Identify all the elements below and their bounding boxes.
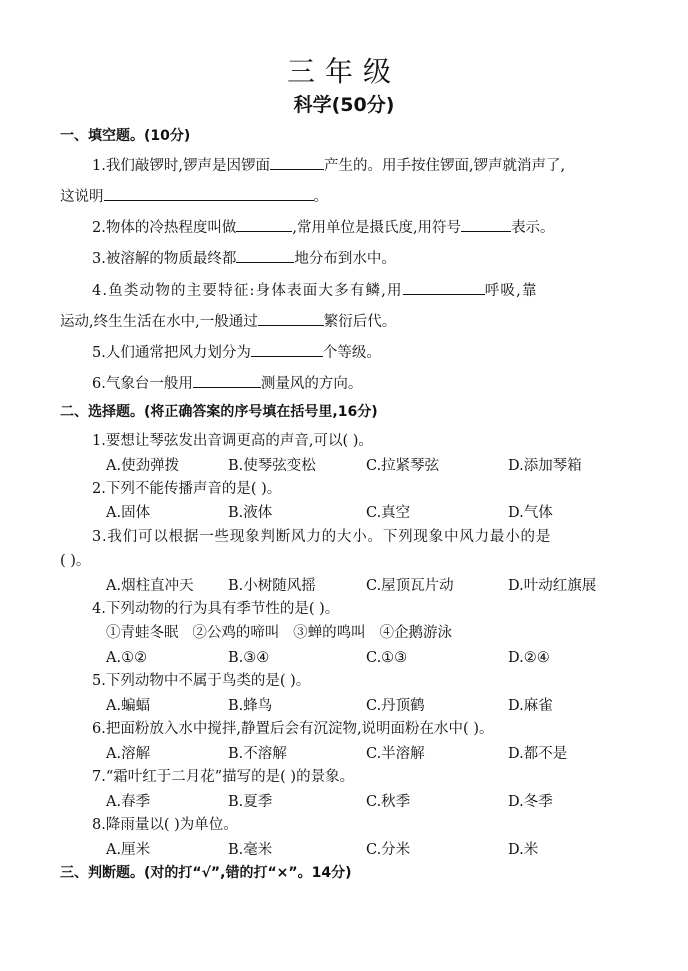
q5-option-b[interactable]: B.蜂鸟 bbox=[228, 698, 273, 714]
page-title: 三年级 bbox=[286, 55, 401, 88]
q2-option-a[interactable]: A.固体 bbox=[106, 505, 151, 521]
q6-option-a[interactable]: A.溶解 bbox=[106, 746, 151, 762]
q2-text-c: 表示。 bbox=[511, 220, 555, 236]
q3-option-b[interactable]: B.小树随风摇 bbox=[228, 578, 316, 594]
fill-question-3 bbox=[92, 248, 396, 268]
q7-option-b[interactable]: B.夏季 bbox=[228, 794, 273, 810]
q4-blank-2[interactable] bbox=[258, 311, 324, 326]
q1-text-b: 产生的。用手按住锣面,锣声就消声了, bbox=[323, 158, 566, 174]
q4-text-b: 呼吸,靠 bbox=[484, 283, 538, 299]
q4-statement-list: ①青蛙冬眠 ②公鸡的啼叫 ③蝉的鸣叫 ④企鹅游泳 bbox=[106, 625, 452, 641]
q4-blank-1[interactable] bbox=[403, 280, 485, 295]
q4-option-c[interactable]: C.①③ bbox=[366, 650, 408, 666]
q2-blank-1[interactable] bbox=[236, 217, 292, 232]
page-subtitle: 科学(50分) bbox=[293, 94, 395, 116]
section-heading-judge: 三、判断题。(对的打“√”,错的打“×”。14分) bbox=[60, 865, 352, 881]
q5-blank-1[interactable] bbox=[251, 342, 323, 357]
q7-option-d[interactable]: D.冬季 bbox=[508, 794, 553, 810]
q1-blank-1[interactable] bbox=[270, 155, 324, 170]
q2-option-b[interactable]: B.液体 bbox=[228, 505, 273, 521]
q5-option-c[interactable]: C.丹顶鹤 bbox=[366, 698, 425, 714]
fill-question-4 bbox=[92, 280, 538, 300]
q2-option-d[interactable]: D.气体 bbox=[508, 505, 553, 521]
q1-option-b[interactable]: B.使琴弦变松 bbox=[228, 458, 316, 474]
q1-text-a: 1.我们敲锣时,锣声是因锣面 bbox=[92, 158, 270, 174]
q8-option-a[interactable]: A.厘米 bbox=[106, 842, 151, 858]
q3-text-b: 地分布到水中。 bbox=[294, 251, 396, 267]
section-heading-choice: 二、选择题。(将正确答案的序号填在括号里,16分) bbox=[60, 404, 378, 420]
fill-question-4-cont bbox=[60, 311, 396, 331]
q7-option-c[interactable]: C.秋季 bbox=[366, 794, 411, 810]
choice-question-3: 3.我们可以根据一些现象判断风力的大小。下列现象中风力最小的是 bbox=[92, 529, 552, 545]
q4-option-b[interactable]: B.③④ bbox=[228, 650, 270, 666]
q2-text-b: ,常用单位是摄氏度,用符号 bbox=[292, 220, 462, 236]
q4-option-d[interactable]: D.②④ bbox=[508, 650, 550, 666]
q6-option-b[interactable]: B.不溶解 bbox=[228, 746, 287, 762]
q6-option-c[interactable]: C.半溶解 bbox=[366, 746, 425, 762]
q1-option-d[interactable]: D.添加琴箱 bbox=[508, 458, 582, 474]
choice-question-7: 7.“霜叶红于二月花”描写的是( )的景象。 bbox=[92, 769, 355, 785]
q7-option-a[interactable]: A.春季 bbox=[106, 794, 151, 810]
choice-question-8: 8.降雨量以( )为单位。 bbox=[92, 817, 238, 833]
q3-blank-1[interactable] bbox=[236, 248, 294, 263]
q3-text-a: 3.被溶解的物质最终都 bbox=[92, 251, 237, 267]
q4-option-a[interactable]: A.①② bbox=[106, 650, 148, 666]
choice-question-1: 1.要想让琴弦发出音调更高的声音,可以( )。 bbox=[92, 433, 373, 449]
q2-option-c[interactable]: C.真空 bbox=[366, 505, 411, 521]
q6-text-a: 6.气象台一般用 bbox=[92, 376, 193, 392]
q4-text-c: 运动,终生生活在水中,一般通过 bbox=[60, 314, 258, 330]
q2-blank-2[interactable] bbox=[461, 217, 511, 232]
q3-option-c[interactable]: C.屋顶瓦片动 bbox=[366, 578, 454, 594]
q2-text-a: 2.物体的冷热程度叫做 bbox=[92, 220, 237, 236]
q4-text-a: 4.鱼类动物的主要特征:身体表面大多有鳞,用 bbox=[92, 283, 403, 299]
fill-question-6 bbox=[92, 373, 362, 393]
q8-option-d[interactable]: D.米 bbox=[508, 842, 539, 858]
fill-question-1 bbox=[92, 155, 565, 175]
q5-text-b: 个等级。 bbox=[322, 345, 381, 361]
fill-question-1-cont bbox=[60, 186, 328, 206]
q3-option-a[interactable]: A.烟柱直冲天 bbox=[106, 578, 194, 594]
q1-option-c[interactable]: C.拉紧琴弦 bbox=[366, 458, 440, 474]
q5-option-a[interactable]: A.蝙蝠 bbox=[106, 698, 151, 714]
q3-option-d[interactable]: D.叶动红旗展 bbox=[508, 578, 597, 594]
q5-text-a: 5.人们通常把风力划分为 bbox=[92, 345, 251, 361]
choice-question-5: 5.下列动物中不属于鸟类的是( )。 bbox=[92, 673, 311, 689]
q4-text-d: 繁衍后代。 bbox=[323, 314, 397, 330]
q5-option-d[interactable]: D.麻雀 bbox=[508, 698, 553, 714]
fill-question-5 bbox=[92, 342, 381, 362]
section-heading-fill: 一、填空题。(10分) bbox=[60, 128, 191, 144]
choice-question-6: 6.把面粉放入水中搅拌,静置后会有沉淀物,说明面粉在水中( )。 bbox=[92, 721, 494, 737]
q1-option-a[interactable]: A.使劲弹拨 bbox=[106, 458, 180, 474]
q6-option-d[interactable]: D.都不是 bbox=[508, 746, 568, 762]
q8-option-c[interactable]: C.分米 bbox=[366, 842, 411, 858]
fill-question-2 bbox=[92, 217, 555, 237]
q1-blank-2[interactable] bbox=[104, 186, 314, 201]
q6-text-b: 测量风的方向。 bbox=[260, 376, 363, 392]
q1-text-c: 这说明 bbox=[60, 189, 104, 205]
choice-question-3-cont: ( )。 bbox=[60, 553, 91, 569]
q8-option-b[interactable]: B.毫米 bbox=[228, 842, 273, 858]
q1-text-d: 。 bbox=[313, 189, 328, 205]
choice-question-2: 2.下列不能传播声音的是( )。 bbox=[92, 481, 282, 497]
q6-blank-1[interactable] bbox=[193, 373, 261, 388]
choice-question-4: 4.下列动物的行为具有季节性的是( )。 bbox=[92, 601, 340, 617]
